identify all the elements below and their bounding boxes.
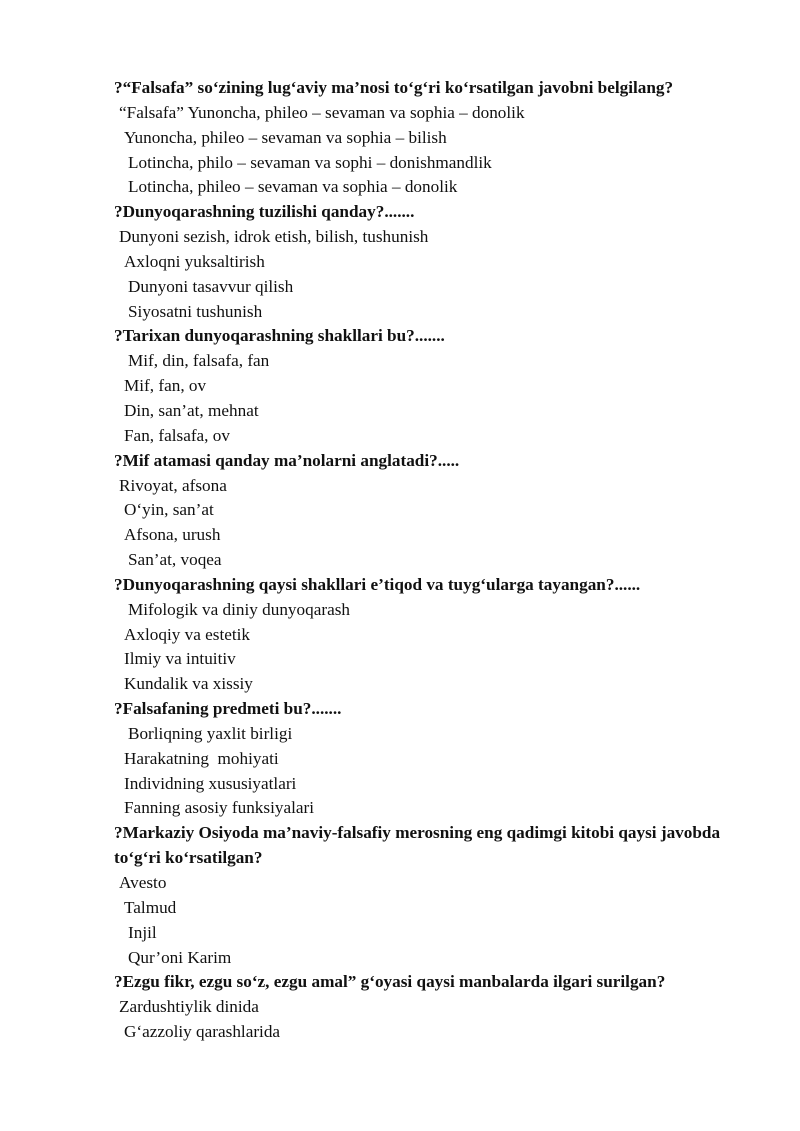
answer-option: Dunyoni sezish, idrok etish, bilish, tushunish [119, 227, 429, 247]
answer-option: Fan, falsafa, ov [124, 425, 230, 445]
question-block-6 [0, 697, 800, 821]
answer-option: Fanning asosiy funksiyalari [124, 798, 314, 818]
document-page [0, 76, 800, 1045]
question-text: ?Dunyoqarashning tuzilishi qanday?....... [114, 202, 415, 222]
question-block-5 [0, 573, 800, 697]
question-text: ?Markaziy Osiyoda ma’naviy-falsafiy merosning eng qadimgi kitobi qaysi javobda to‘g‘ri ko‘rsatilgan? [114, 823, 725, 868]
answer-option: Siyosatni tushunish [128, 301, 263, 321]
answer-option: Talmud [124, 897, 177, 917]
answer-option: Axloqiy va estetik [124, 624, 251, 644]
answer-option: Injil [128, 922, 157, 942]
question-block-4 [0, 449, 800, 573]
answer-option: Borliqning yaxlit birligi [128, 723, 293, 743]
answer-option: Din, san’at, mehnat [124, 400, 259, 420]
answer-option: Qur’oni Karim [128, 947, 232, 967]
answer-option: Afsona, urush [124, 525, 221, 545]
answer-option: Individning xususiyatlari [124, 773, 297, 793]
question-text: ?Mif atamasi qanday ma’nolarni anglatadi?..... [114, 450, 460, 470]
answer-option: “Falsafa” Yunoncha, phileo – sevaman va sophia – donolik [119, 102, 525, 122]
question-block-3 [0, 324, 800, 448]
answer-option: Zardushtiylik dinida [119, 997, 259, 1017]
question-text: ?Falsafaning predmeti bu?....... [114, 699, 342, 719]
answer-option: Axloqni yuksaltirish [124, 251, 265, 271]
question-text: ?Dunyoqarashning qaysi shakllari e’tiqod va tuyg‘ularga tayangan?...... [114, 574, 641, 594]
question-block-1 [0, 76, 800, 200]
answer-option: Harakatning mohiyati [124, 748, 279, 768]
answer-option: Lotincha, philo – sevaman va sophi – donishmandlik [128, 152, 492, 172]
answer-option: Mif, din, falsafa, fan [128, 351, 270, 371]
question-text: ?Ezgu fikr, ezgu so‘z, ezgu amal” g‘oyasi qaysi manbalarda ilgari surilgan? [114, 972, 666, 992]
answer-option: San’at, voqea [128, 550, 222, 570]
answer-option: O‘yin, san’at [124, 500, 214, 520]
answer-option: Mifologik va diniy dunyoqarash [128, 599, 350, 619]
question-block-2 [0, 200, 800, 324]
answer-option: Mif, fan, ov [124, 376, 207, 396]
answer-option: Dunyoni tasavvur qilish [128, 276, 294, 296]
answer-option: Lotincha, phileo – sevaman va sophia – donolik [128, 177, 458, 197]
question-block-8 [0, 970, 800, 1045]
question-text: ?Tarixan dunyoqarashning shakllari bu?....... [114, 326, 445, 346]
answer-option: Avesto [119, 873, 167, 892]
answer-option: Rivoyat, afsona [119, 475, 227, 495]
question-text: ?“Falsafa” so‘zining lug‘aviy ma’nosi to‘g‘ri ko‘rsatilgan javobni belgilang? [114, 78, 674, 97]
answer-option: Ilmiy va intuitiv [124, 649, 236, 669]
answer-option: Kundalik va xissiy [124, 674, 253, 694]
question-block-7 [0, 821, 800, 970]
answer-option: G‘azzoliy qarashlarida [124, 1022, 281, 1042]
answer-option: Yunoncha, phileo – sevaman va sophia – bilish [124, 127, 447, 147]
